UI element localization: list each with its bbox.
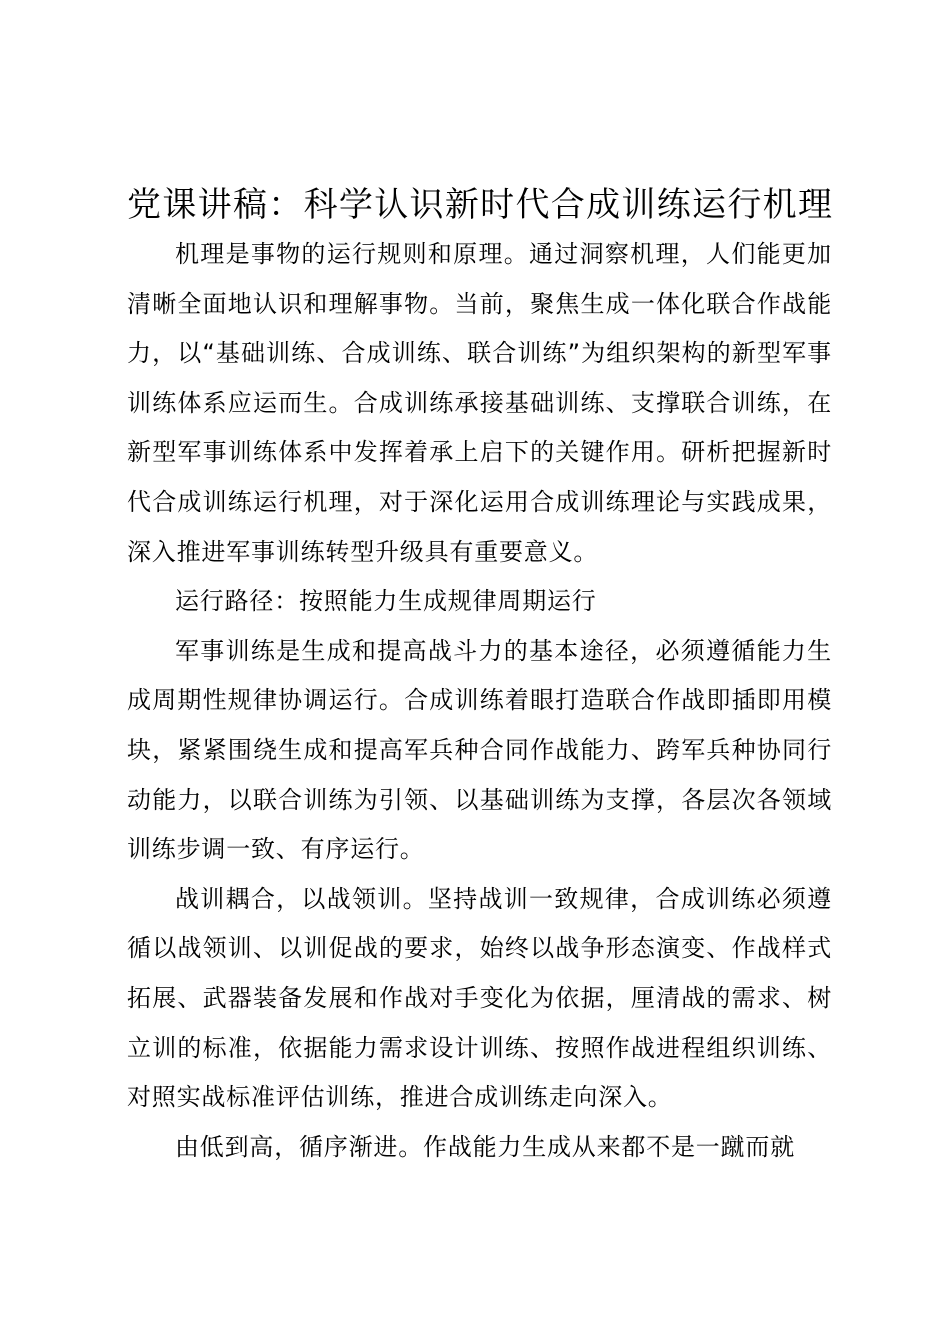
document-body	[127, 180, 832, 1172]
document-title: 党课讲稿：科学认识新时代合成训练运行机理	[127, 185, 832, 225]
section-heading: 运行路径：按照能力生成规律周期运行	[175, 587, 597, 616]
intro-paragraph: 机理是事物的运行规则和原理。通过洞察机理，人们能更加清晰全面地认识和理解事物。当前，聚焦生成一体化联合作战能力，以“基础训练、合成训练、联合训练”为组织架构的新型军事训练体系应运而生。合成训练承接基础训练、支撑联合训练，在新型军事训练体系中发挥着承上启下的关键作用。研析把握新时代合成训练运行机理，对于深化运用合成训练理论与实践成果，深入推进军事训练转型升级具有重要意义。	[127, 240, 832, 566]
body-paragraph: 军事训练是生成和提高战斗力的基本途径，必须遵循能力生成周期性规律协调运行。合成训练着眼打造联合作战即插即用模块，紧紧围绕生成和提高军兵种合同作战能力、跨军兵种协同行动能力，以联合训练为引领、以基础训练为支撑，各层次各领域训练步调一致、有序运行。	[127, 636, 832, 864]
body-paragraph: 战训耦合，以战领训。坚持战训一致规律，合成训练必须遵循以战领训、以训促战的要求，始终以战争形态演变、作战样式拓展、武器装备发展和作战对手变化为依据，厘清战的需求、树立训的标准，依据能力需求设计训练、按照作战进程组织训练、对照实战标准评估训练，推进合成训练走向深入。	[127, 884, 832, 1112]
body-paragraph: 由低到高，循序渐进。作战能力生成从来都不是一蹴而就	[175, 1132, 795, 1161]
